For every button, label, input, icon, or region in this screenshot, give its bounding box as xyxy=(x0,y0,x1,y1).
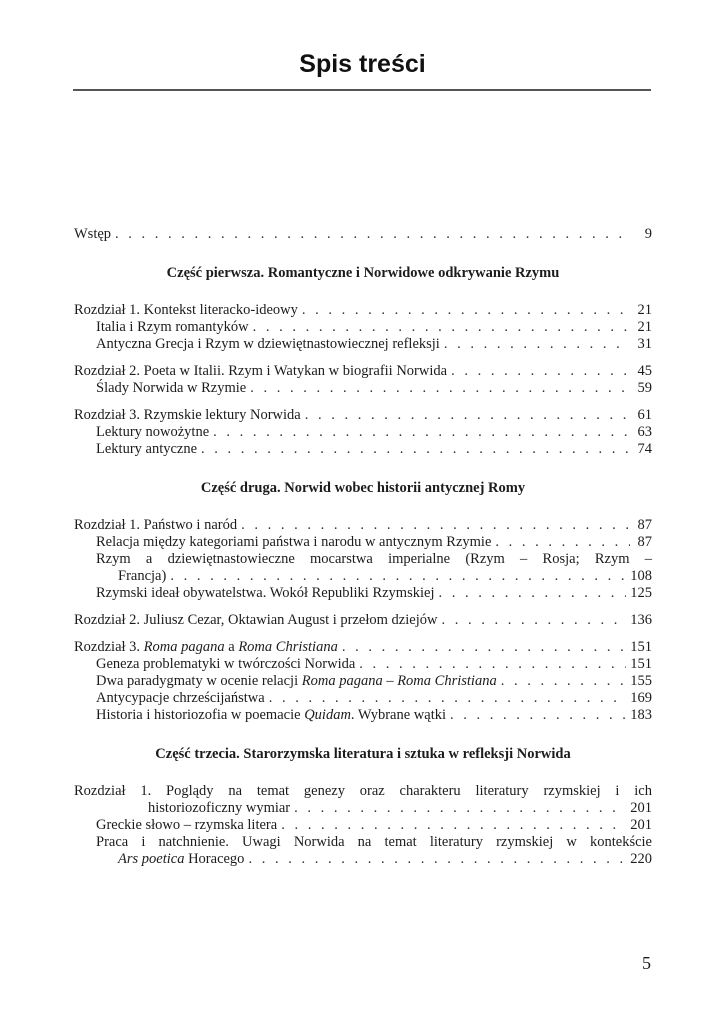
dot-leader xyxy=(451,363,630,380)
toc-entry-page: 125 xyxy=(630,585,652,601)
toc-entry-section xyxy=(74,319,652,336)
toc-entry-page: 74 xyxy=(637,441,652,457)
dot-leader xyxy=(281,817,626,834)
label-text: Rozdział 3. xyxy=(74,639,144,655)
toc-entry-section-line2 xyxy=(74,568,652,585)
toc-entry-label: Antycypacje chrześcijaństwa xyxy=(96,690,265,706)
dot-leader xyxy=(241,517,630,534)
toc-entry-chapter xyxy=(74,612,652,629)
toc-entry-page: 151 xyxy=(630,639,652,655)
toc-entry-page: 220 xyxy=(630,851,652,867)
label-text: Horacego xyxy=(184,851,245,867)
dot-leader xyxy=(170,568,626,585)
toc-entry-page: 183 xyxy=(630,707,652,723)
label-text: – xyxy=(382,673,398,689)
toc-entry-intro xyxy=(74,226,652,243)
toc-entry-section xyxy=(74,690,652,707)
toc-entry-section-line1: Praca i natchnienie. Uwagi Norwida na temat literatury rzymskiej w kontekście xyxy=(96,834,652,850)
dot-leader xyxy=(269,690,627,707)
toc-entry-label: Relacja między kategoriami państwa i narodu w antycznym Rzymie xyxy=(96,534,492,550)
toc-entry-label: Rozdział 1. Kontekst literacko-ideowy xyxy=(74,302,298,318)
page-number: 5 xyxy=(642,953,651,973)
toc-entry-label: Wstęp xyxy=(74,226,112,242)
toc-entry-chapter xyxy=(74,517,652,534)
toc-entry-section xyxy=(74,534,652,551)
toc-entry-section xyxy=(74,336,652,353)
label-italic: Quidam xyxy=(304,707,351,723)
toc-entry-chapter-line1: Rozdział 1. Poglądy na temat genezy oraz charakteru literatury rzymskiej i ich xyxy=(74,783,652,799)
dot-leader xyxy=(359,656,626,673)
toc-entry-section-line1: Rzym a dziewiętnastowieczne mocarstwa imperialne (Rzym – Rosja; Rzym – xyxy=(96,551,652,567)
label-italic: Ars poetica xyxy=(118,851,185,867)
label-text: a xyxy=(224,639,239,655)
toc-entry-page: 136 xyxy=(630,612,652,628)
part-heading-1: Część pierwsza. Romantyczne i Norwidowe odkrywanie Rzymu xyxy=(166,265,560,281)
toc-entry-label xyxy=(74,639,338,656)
toc-entry-chapter xyxy=(74,639,652,656)
toc-entry-label: Geneza problematyki w twórczości Norwida xyxy=(96,656,356,672)
dot-leader xyxy=(501,673,627,690)
toc-entry-page: 9 xyxy=(644,226,652,242)
toc-entry-page: 87 xyxy=(637,517,652,533)
label-text: . Wybrane wątki xyxy=(350,707,447,723)
toc-entry-label: Rozdział 2. Poeta w Italii. Rzym i Watykan w biografii Norwida xyxy=(74,363,448,379)
toc-entry-label: Lektury antyczne xyxy=(96,441,198,457)
dot-leader xyxy=(444,336,630,353)
part-heading-3: Część trzecia. Starorzymska literatura i sztuka w refleksji Norwida xyxy=(155,746,571,762)
toc-entry-chapter xyxy=(74,407,652,424)
toc-entry-page: 201 xyxy=(630,817,652,833)
toc-entry-section xyxy=(74,817,652,834)
toc-entry-page: 21 xyxy=(637,319,652,335)
dot-leader xyxy=(115,226,630,243)
dot-leader xyxy=(248,851,626,868)
dot-leader xyxy=(305,407,630,424)
dot-leader xyxy=(201,441,630,458)
dot-leader xyxy=(213,424,630,441)
label-italic: Roma Christiana xyxy=(238,639,338,655)
toc-entry-page: 155 xyxy=(630,673,652,689)
label-italic: Roma Christiana xyxy=(397,673,497,689)
dot-leader xyxy=(302,302,630,319)
toc-entry-chapter-line2 xyxy=(74,800,652,817)
toc-entry-section-line2 xyxy=(74,851,652,868)
toc-entry-section xyxy=(74,424,652,441)
toc-entry-chapter xyxy=(74,302,652,319)
toc-entry-section xyxy=(74,707,652,724)
toc-entry-label: Rozdział 2. Juliusz Cezar, Oktawian August i przełom dziejów xyxy=(74,612,438,628)
label-italic: Roma pagana xyxy=(143,639,225,655)
toc-entry-label: Ślady Norwida w Rzymie xyxy=(96,380,247,396)
toc-entry-label xyxy=(96,707,446,724)
page-title: Spis treści xyxy=(299,50,426,78)
table-of-contents xyxy=(74,226,652,868)
toc-entry-label: historiozoficzny wymiar xyxy=(148,800,291,816)
toc-entry-page: 108 xyxy=(630,568,652,584)
toc-entry-label: Rozdział 1. Państwo i naród xyxy=(74,517,238,533)
toc-entry-label: Rozdział 3. Rzymskie lektury Norwida xyxy=(74,407,301,423)
toc-entry-page: 63 xyxy=(637,424,652,440)
dot-leader xyxy=(438,585,626,602)
label-text: Dwa paradygmaty w ocenie relacji xyxy=(96,673,302,689)
toc-entry-section xyxy=(74,656,652,673)
dot-leader xyxy=(441,612,626,629)
title-divider xyxy=(73,89,651,91)
label-italic: Roma pagana xyxy=(301,673,383,689)
toc-entry-page: 61 xyxy=(637,407,652,423)
toc-entry-label: Lektury nowożytne xyxy=(96,424,210,440)
toc-entry-label xyxy=(118,851,244,868)
dot-leader xyxy=(342,639,626,656)
toc-entry-section xyxy=(74,441,652,458)
toc-entry-page: 201 xyxy=(630,800,652,816)
toc-entry-page: 151 xyxy=(630,656,652,672)
toc-entry-section xyxy=(74,380,652,397)
toc-entry-page: 31 xyxy=(637,336,652,352)
dot-leader xyxy=(294,800,626,817)
toc-entry-page: 59 xyxy=(637,380,652,396)
toc-entry-label: Greckie słowo – rzymska litera xyxy=(96,817,278,833)
toc-entry-label: Francja) xyxy=(118,568,167,584)
toc-entry-label xyxy=(96,673,497,690)
toc-entry-page: 169 xyxy=(630,690,652,706)
dot-leader xyxy=(253,319,630,336)
dot-leader xyxy=(450,707,626,724)
toc-entry-section xyxy=(74,585,652,602)
label-text: Historia i historiozofia w poemacie xyxy=(96,707,305,723)
part-heading-2: Część druga. Norwid wobec historii antycznej Romy xyxy=(200,480,526,496)
dot-leader xyxy=(495,534,630,551)
toc-entry-label: Italia i Rzym romantyków xyxy=(96,319,249,335)
toc-entry-label: Antyczna Grecja i Rzym w dziewiętnastowiecznej refleksji xyxy=(96,336,440,352)
toc-entry-chapter xyxy=(74,363,652,380)
toc-entry-page: 45 xyxy=(637,363,652,379)
dot-leader xyxy=(250,380,630,397)
toc-entry-page: 87 xyxy=(637,534,652,550)
toc-entry-label: Rzymski ideał obywatelstwa. Wokół Republiki Rzymskiej xyxy=(96,585,435,601)
toc-entry-section xyxy=(74,673,652,690)
toc-entry-page: 21 xyxy=(637,302,652,318)
